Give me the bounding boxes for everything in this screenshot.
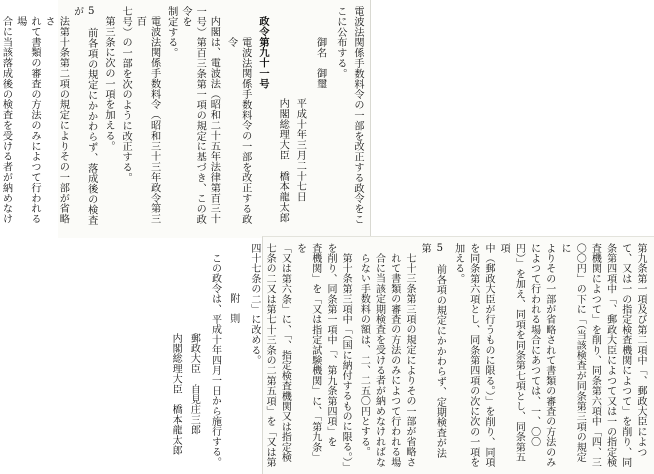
bottom-text-column: よりその一部が省略されて書類の審査の方法のみ bbox=[543, 243, 555, 468]
top-text-column: 電波法関係手数料令（昭和三十三年政令第三百 bbox=[134, 16, 160, 225]
bottom-text-column: 査機関によつて」を削り、同条第六項中「四、三 bbox=[589, 243, 601, 468]
top-text-column: 政令第九十一号 bbox=[256, 16, 268, 89]
bottom-text-column: らない手数料の額は、二、二五〇円とする。 bbox=[358, 253, 370, 457]
top-text-column: 合に当該落成後の検査を受ける者が納めなけ bbox=[0, 16, 12, 225]
bottom-vertical-text bbox=[170, 243, 648, 473]
bottom-text-column: を同条第六項とし、同条第四項の次に次の一項を bbox=[467, 243, 479, 468]
top-text-column: 御名 御璽 bbox=[314, 36, 326, 89]
bottom-text-column: 内閣総理大臣 橋本龍太郎 bbox=[170, 333, 182, 456]
bottom-text-column: 附 則 bbox=[227, 293, 239, 324]
top-text-column: 電波法関係手数料令の一部を改正する政令 bbox=[225, 36, 251, 224]
bottom-text-panel bbox=[170, 236, 654, 474]
top-text-column: 内閣は、電波法（昭和二十五年法律第百三十 bbox=[208, 16, 220, 225]
top-text-column: 一号）第百三条第一項の規定に基づき、この政令を bbox=[179, 6, 206, 225]
top-text-column: 七号）の一部を次のように改正する。 bbox=[120, 6, 132, 183]
bottom-text-column: 第十条第三項中「（国に納付するものに限る。）」 bbox=[340, 253, 352, 473]
top-text-column: 電波法関係手数料令の一部を改正する政令をこ bbox=[352, 6, 363, 225]
bottom-text-column: この政令は、平成十年四月一日から施行する。 bbox=[209, 253, 221, 468]
bottom-text-column: 加える。 bbox=[452, 243, 464, 284]
top-text-column: 内閣総理大臣 橋本龍太郎 bbox=[277, 97, 289, 223]
bottom-text-column: 円）」を加え、同項を同条第七項とし、同条第五項 bbox=[498, 243, 525, 463]
top-text-column: 第三条に次の一項を加える。 bbox=[102, 16, 114, 152]
top-text-column: 制定する。 bbox=[165, 6, 177, 58]
bottom-text-column: れて書類の審査の方法のみによつて行われる場 bbox=[388, 253, 400, 468]
bottom-text-column: て、又は一の指定検査機関によつて」を削り、同 bbox=[619, 243, 631, 468]
bottom-text-column: によつて行われる場合にあつては、一、〇〇 bbox=[528, 243, 540, 447]
bottom-text-column: 第九条第一項及び第二項中「、郵政大臣によつ bbox=[635, 243, 646, 458]
bottom-text-column: 「又は第六条」に、「、指定検査機関又は指定検 bbox=[279, 243, 291, 463]
bottom-text-column: 中（郵政大臣が行うものに限る。）」を削り、同項 bbox=[482, 243, 494, 468]
top-text-column: 法第十条第二項の規定によりその一部が省略さ bbox=[43, 16, 69, 225]
top-text-panel bbox=[0, 0, 371, 238]
top-text-column: 5 前各項の規定にかかわらず、落成後の検査が bbox=[71, 6, 97, 226]
bottom-text-column: を削り、同条第一項中「、第九条第四項」を bbox=[324, 243, 336, 447]
bottom-text-column: 条第四項中「、郵政大臣によつて又は一の指定検 bbox=[604, 243, 616, 468]
top-vertical-text bbox=[0, 6, 364, 232]
bottom-text-column: 七条の二又は第七十三条の二第五項」を「又は第 bbox=[264, 243, 276, 468]
bottom-text-column: 郵政大臣 自見庄三郎 bbox=[188, 333, 200, 435]
bottom-text-column: 〇〇円」の下に「（当該検査が同条第三項の規定に bbox=[558, 243, 586, 463]
bottom-text-column: 四十七条の二」に改める。 bbox=[248, 243, 260, 366]
top-text-column: こに公布する。 bbox=[334, 6, 346, 79]
bottom-text-column: 七十三条第三項の規定によりその一部が省略さ bbox=[403, 253, 415, 468]
bottom-text-column: 査機関」を「又は指定試験機関」に、「第九条」を bbox=[294, 243, 321, 463]
bottom-text-column: 5 前各項の規定にかかわらず、定期検査が法第 bbox=[419, 243, 446, 459]
bottom-text-column: 合に当該定期検査を受ける者が納めなければな bbox=[373, 253, 385, 468]
top-text-column: れて書類の審査の方法のみによつて行われる場 bbox=[14, 16, 40, 225]
top-text-column: 平成十年三月二十七日 bbox=[294, 97, 306, 202]
